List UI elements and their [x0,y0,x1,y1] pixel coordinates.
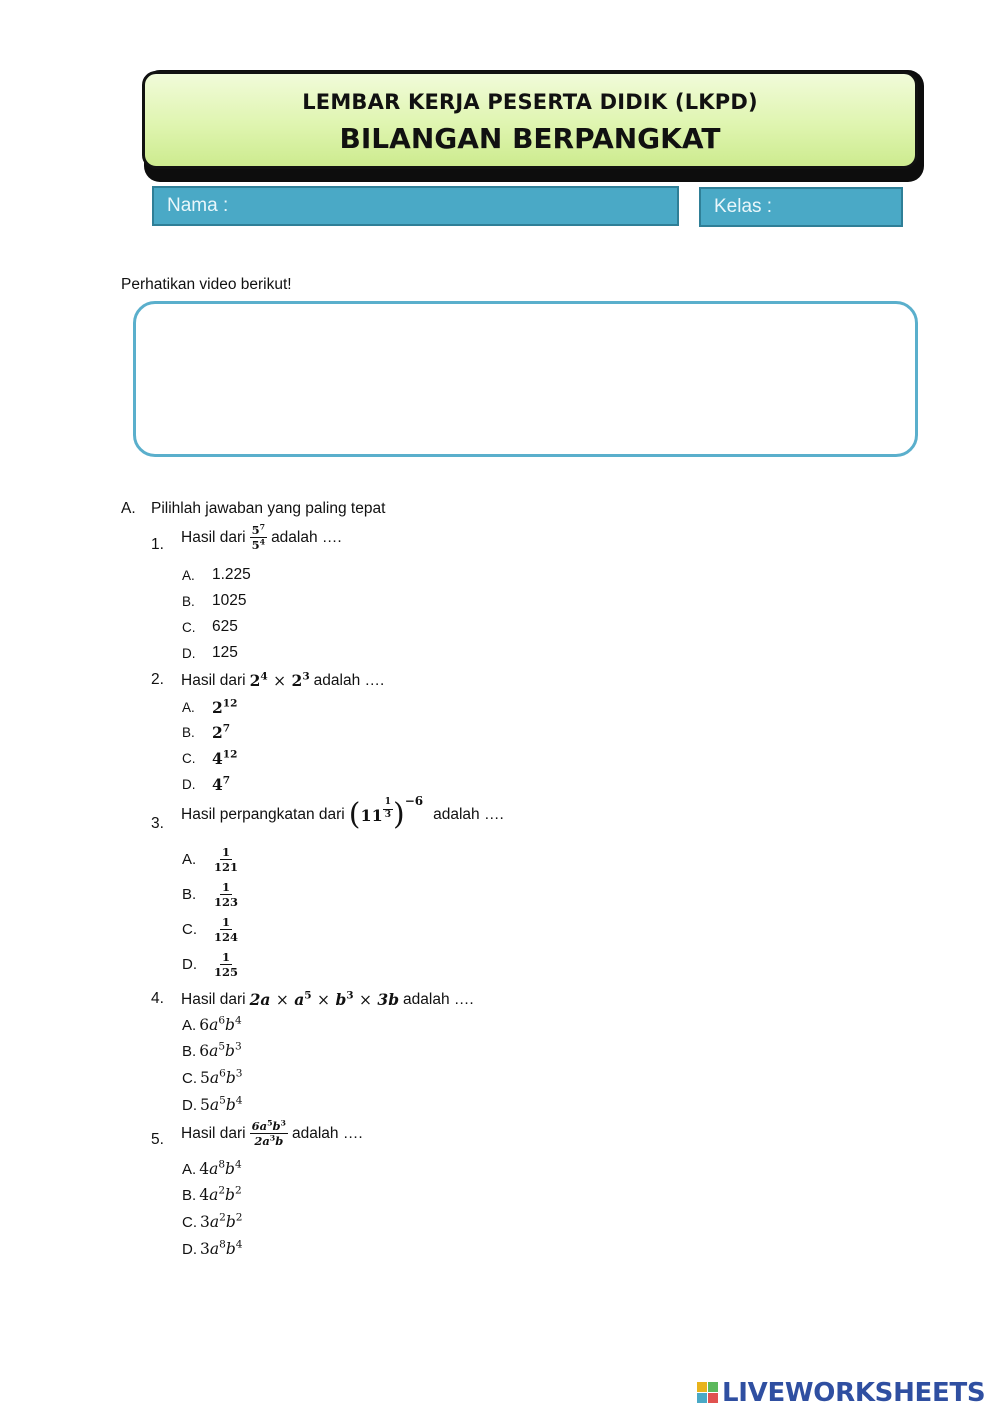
option-base: 4 [212,749,223,768]
option-label: C. [182,751,196,766]
option-variable-b: b [225,1042,235,1060]
fraction-expression [250,524,267,551]
exponent-1: 4 [260,670,268,683]
option-label: B. [182,886,197,904]
option-5b[interactable] [182,1186,242,1204]
question-prefix: Hasil dari [181,528,246,546]
exponent-denominator: 3 [384,809,391,820]
multiply-sign: × [317,991,331,1009]
option-exponent-b: 2 [234,1184,242,1197]
option-text: 1.225 [212,566,251,583]
option-coefficient: 4 [199,1186,210,1204]
exponent-numerator: 1 [383,798,393,809]
intro-text: Perhatikan video berikut! [121,276,292,293]
option-label: C. [182,1213,197,1231]
option-text: 125 [212,644,238,661]
option-label: C. [182,619,196,635]
left-paren: ( [348,797,361,832]
question-number: 4. [151,990,164,1007]
denominator-exponent-a: 3 [269,1133,276,1143]
option-label: B. [182,1186,197,1204]
question-prefix: Hasil dari [181,990,246,1008]
option-exponent-a: 5 [218,1040,226,1053]
option-text: 1025 [212,592,247,609]
option-denominator: 125 [214,965,239,980]
option-coefficient: 6 [199,1042,210,1060]
option-variable-b: b [225,1096,236,1114]
option-coefficient: 6 [199,1016,210,1034]
worksheet-header [142,71,918,169]
term-4: 3b [377,990,400,1009]
option-base: 4 [212,775,223,794]
question-prefix: Hasil dari [181,1124,246,1142]
option-variable-a: a [209,1096,220,1114]
nested-power-expression [348,794,424,832]
option-label: A. [182,1016,197,1034]
option-denominator: 124 [214,930,239,945]
option-5d[interactable] [182,1240,242,1258]
option-label: D. [182,777,196,792]
option-2c[interactable] [182,749,237,768]
product-expression [250,990,399,1009]
option-exponent-b: 4 [234,1014,242,1027]
question-suffix: adalah …. [403,990,474,1008]
option-label: D. [182,1096,197,1114]
term-2-exponent: 5 [304,989,312,1002]
option-variable-a: a [209,1042,219,1060]
option-3b[interactable] [182,881,240,908]
option-1a[interactable] [182,566,251,584]
numerator-base: 5 [251,523,260,537]
option-variable-b: b [225,1213,236,1231]
question-suffix: adalah …. [291,1124,363,1142]
option-variable-b: b [225,1186,235,1204]
numerator-exponent-b: 3 [280,1118,286,1128]
question-suffix: adalah …. [433,806,504,823]
numerator-exponent-a: 5 [267,1118,273,1128]
option-4a[interactable] [182,1016,242,1034]
option-variable-b: b [225,1069,236,1087]
option-coefficient: 5 [200,1069,210,1087]
option-3c[interactable] [182,916,240,943]
option-base: 2 [212,698,223,717]
option-label: C. [182,1069,197,1087]
option-variable-a: a [209,1016,219,1034]
option-1b[interactable] [182,592,246,610]
option-exponent-b: 2 [235,1211,243,1224]
header-subtitle: LEMBAR KERJA PESERTA DIDIK (LKPD) [302,90,758,114]
term-2: a [294,990,305,1009]
option-1c[interactable] [182,618,238,636]
option-variable-b: b [225,1016,235,1034]
option-label: B. [182,1042,197,1060]
denominator-exponent: 4 [259,537,266,547]
question-number: 2. [151,671,164,688]
option-base: 2 [212,723,223,742]
option-4b[interactable] [182,1042,242,1060]
term-3: b [335,990,347,1009]
fraction-expression [250,1120,288,1147]
option-exponent: 12 [222,697,238,710]
option-label: B. [182,725,195,740]
option-variable-a: a [209,1186,219,1204]
numerator-variable-b: b [272,1119,281,1133]
power-expression [250,671,310,690]
option-exponent-a: 8 [218,1158,226,1171]
option-variable-a: a [209,1069,220,1087]
option-coefficient: 5 [200,1096,210,1114]
option-exponent-b: 4 [235,1094,243,1107]
question-suffix: adalah …. [313,671,385,689]
option-exponent-b: 3 [234,1040,242,1053]
multiply-sign: × [275,991,289,1009]
option-exponent: 7 [222,774,231,787]
option-label: D. [182,645,196,661]
question-prefix: Hasil dari [181,671,246,689]
multiply-sign: × [359,991,373,1009]
fraction-exponent [383,798,393,820]
liveworksheets-logo-icon [697,1382,719,1404]
option-1d[interactable] [182,644,238,662]
option-text: 625 [212,618,238,635]
question-suffix: adalah …. [271,528,342,546]
option-5a[interactable] [182,1160,242,1178]
option-variable-a: a [209,1213,220,1231]
option-label: D. [182,1240,197,1258]
option-label: A. [182,1160,197,1178]
option-exponent-b: 3 [235,1067,243,1080]
question-number: 5. [151,1131,164,1148]
question-text [181,671,384,690]
option-exponent-a: 5 [219,1094,226,1107]
question-text [181,1120,363,1147]
nama-field[interactable]: Nama : [152,186,679,226]
option-variable-a: a [209,1160,219,1178]
header-title: BILANGAN BERPANGKAT [339,122,721,155]
denominator-coefficient: 2a [254,1134,270,1149]
option-numerator: 1 [222,950,231,964]
option-3a[interactable] [182,846,240,873]
option-label: A. [182,851,197,869]
option-4c[interactable] [182,1069,242,1087]
base-2: 2 [291,671,303,690]
option-variable-b: b [225,1160,235,1178]
option-coefficient: 4 [199,1160,210,1178]
option-label: A. [182,567,195,583]
option-label: C. [182,921,197,939]
option-4d[interactable] [182,1096,242,1114]
option-variable-b: b [225,1240,236,1258]
option-denominator: 123 [214,895,239,910]
outer-exponent: −6 [404,794,424,808]
option-variable-a: a [209,1240,220,1258]
liveworksheets-logo-text: LIVEWORKSHEETS [722,1378,986,1408]
option-exponent: 7 [222,722,231,735]
option-coefficient: 3 [200,1240,210,1258]
video-frame[interactable] [133,301,918,457]
option-numerator: 1 [222,845,231,859]
option-5c[interactable] [182,1213,242,1231]
question-text [181,524,342,551]
option-exponent-a: 6 [218,1014,226,1027]
option-exponent-a: 2 [219,1211,226,1224]
option-coefficient: 3 [200,1213,210,1231]
option-exponent-a: 6 [219,1067,226,1080]
option-2a[interactable] [182,698,237,717]
term-1: 2a [249,990,271,1009]
section-text: Pilihlah jawaban yang paling tepat [151,500,386,517]
base: 11 [360,805,383,825]
option-denominator: 121 [214,860,239,875]
kelas-field[interactable]: Kelas : [699,187,903,227]
option-exponent-a: 8 [219,1238,226,1251]
term-3-exponent: 3 [346,989,354,1002]
option-numerator: 1 [222,880,231,894]
option-2d[interactable] [182,775,230,794]
multiply-sign: × [273,672,287,690]
question-prefix: Hasil perpangkatan dari [181,806,345,823]
numerator-exponent: 7 [259,522,266,532]
denominator-variable-b: b [275,1134,284,1149]
option-label: D. [182,956,197,974]
option-2b[interactable] [182,723,230,742]
question-number: 1. [151,536,164,553]
liveworksheets-logo[interactable] [697,1378,985,1408]
question-text [181,794,504,832]
option-exponent-b: 4 [235,1238,243,1251]
denominator-base: 5 [251,538,260,553]
exponent-2: 3 [302,670,310,683]
option-numerator: 1 [222,915,231,929]
section-label: A. [121,500,136,517]
question-text [181,990,474,1009]
option-exponent: 12 [222,748,238,761]
option-label: A. [182,700,195,715]
base-1: 2 [249,671,261,690]
option-exponent-b: 4 [234,1158,242,1171]
numerator-coefficient: 6a [251,1119,268,1133]
option-label: B. [182,593,195,609]
option-exponent-a: 2 [218,1184,226,1197]
right-paren: ) [392,797,405,832]
option-3d[interactable] [182,951,240,978]
question-number: 3. [151,815,164,832]
